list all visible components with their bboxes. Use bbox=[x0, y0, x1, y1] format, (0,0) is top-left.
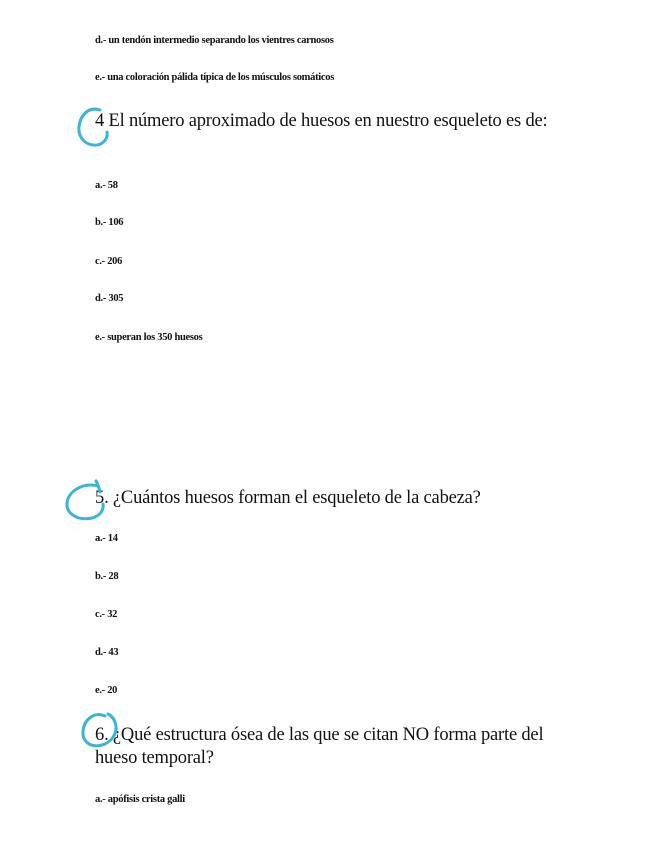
q6-option-a: a.- apófisis crista galli bbox=[95, 794, 185, 805]
q3-option-d: d.- un tendón intermedio separando los vientres carnosos bbox=[95, 35, 334, 46]
q4-option-a: a.- 58 bbox=[95, 180, 118, 191]
question-4-text: El número aproximado de huesos en nuestro esqueleto es de: bbox=[104, 111, 548, 131]
question-6-number: 6 bbox=[95, 725, 105, 745]
q5-option-a: a.- 14 bbox=[95, 533, 118, 544]
question-5-number: 5 bbox=[95, 488, 105, 508]
q4-option-d: d.- 305 bbox=[95, 293, 124, 304]
q3-option-e: e.- una coloración pálida típica de los músculos somáticos bbox=[95, 72, 334, 83]
q5-option-d: d.- 43 bbox=[95, 647, 119, 658]
question-4-number: 4 bbox=[95, 111, 105, 131]
q5-option-e: e.- 20 bbox=[95, 685, 118, 696]
question-6 bbox=[95, 724, 575, 770]
q4-option-c: c.- 206 bbox=[95, 256, 123, 267]
question-6-text: . ¿Qué estructura ósea de las que se citan NO forma parte del hueso temporal? bbox=[95, 725, 544, 768]
q4-option-b: b.- 106 bbox=[95, 217, 124, 228]
q5-option-b: b.- 28 bbox=[95, 571, 119, 582]
question-5 bbox=[95, 487, 575, 510]
question-4 bbox=[95, 110, 575, 133]
q4-option-e: e.- superan los 350 huesos bbox=[95, 332, 203, 343]
q5-option-c: c.- 32 bbox=[95, 609, 118, 620]
question-5-text: . ¿Cuántos huesos forman el esqueleto de la cabeza? bbox=[104, 488, 481, 508]
